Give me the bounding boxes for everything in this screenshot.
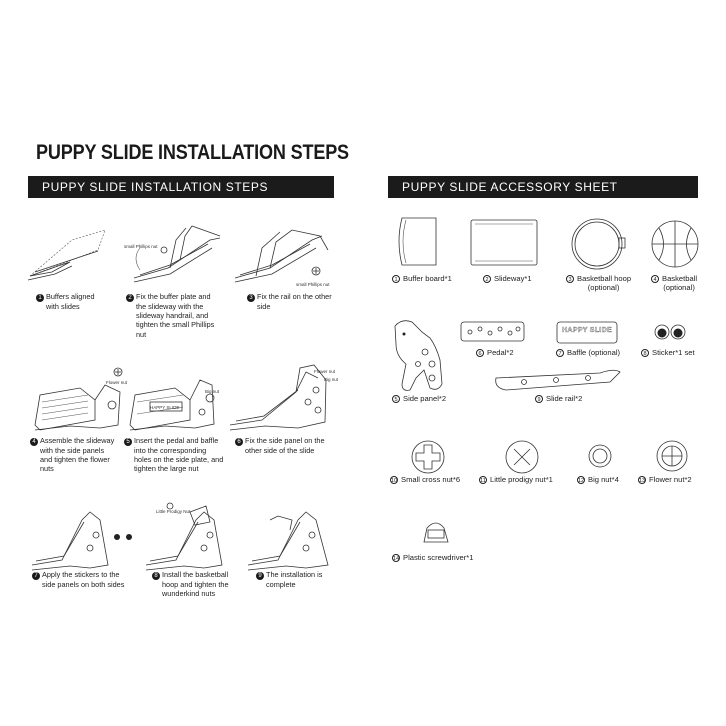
accessory-1-label xyxy=(392,274,452,283)
step-1-illustration xyxy=(28,230,105,280)
accessory-1-text: Buffer board*1 xyxy=(403,274,452,283)
small-phillips-nut-tag-2: small Phillips nut xyxy=(296,282,330,287)
sticker-illustration xyxy=(655,325,685,339)
accessory-14-text: Plastic screwdriver*1 xyxy=(403,553,474,562)
step-9-caption xyxy=(256,570,322,589)
step-5-caption xyxy=(124,436,223,474)
accessory-7-number: 7 xyxy=(556,349,564,357)
slide-rail-illustration xyxy=(496,370,620,390)
accessory-12-label xyxy=(577,475,619,484)
plastic-screwdriver-illustration xyxy=(424,523,448,542)
step-5-line-3: holes on the side plate, and xyxy=(134,455,224,465)
step-6-line-2: other side of the slide xyxy=(245,446,315,455)
step-5-number: 5 xyxy=(124,438,132,446)
accessory-4-label xyxy=(651,274,697,293)
step-5-baffle-text: HAPPY SLIDE xyxy=(150,405,180,410)
accessory-10-text: Small cross nut*6 xyxy=(401,475,461,484)
step-7-number: 7 xyxy=(32,572,40,580)
accessory-8-number: 8 xyxy=(641,349,649,357)
step-1-line-1: Buffers aligned xyxy=(46,292,95,301)
flower-nut-tag: Flower nut xyxy=(106,380,128,385)
step-2-line-2: the slideway with the xyxy=(136,302,204,311)
step-3-caption xyxy=(247,292,332,311)
step-5-line-4: tighten the large nut xyxy=(134,464,199,474)
step-3-number: 3 xyxy=(247,294,255,302)
step-2-line-5: nut xyxy=(136,329,147,339)
step-8-line-2: hoop and tighten the xyxy=(162,580,229,589)
step-2-line-1: Fix the buffer plate and xyxy=(136,292,211,301)
step-1-line-2: with slides xyxy=(46,302,80,311)
accessory-4-number: 4 xyxy=(651,275,659,283)
basketball-illustration xyxy=(652,221,698,267)
step-7-line-1: Apply the stickers to the xyxy=(42,570,120,579)
step-8-caption xyxy=(152,570,229,598)
page-title: PUPPY SLIDE INSTALLATION STEPS xyxy=(36,141,349,164)
accessory-1-number: 1 xyxy=(392,275,400,283)
accessory-3-text: Basketball hoop xyxy=(577,274,632,283)
accessory-4-sub: (optional) xyxy=(663,283,695,293)
flower-nut-tag-2: Flower nut xyxy=(314,369,336,374)
step-4-line-1: Assemble the slideway xyxy=(40,436,115,445)
big-nut-tag: Big nut xyxy=(205,389,220,394)
step-4-illustration xyxy=(35,368,122,430)
accessory-7-text: Baffle (optional) xyxy=(567,348,621,357)
step-8-number: 8 xyxy=(152,572,160,580)
accessory-4-text: Basketball xyxy=(662,274,698,283)
accessory-6-label xyxy=(476,348,514,357)
accessory-11-text: Little prodigy nut*1 xyxy=(490,475,553,484)
buffer-board-illustration xyxy=(399,218,436,265)
step-2-number: 2 xyxy=(126,294,134,302)
accessory-6-number: 6 xyxy=(476,349,484,357)
accessory-5-number: 5 xyxy=(392,395,400,403)
step-6-number: 6 xyxy=(235,438,243,446)
basketball-hoop-illustration xyxy=(572,219,625,269)
accessory-14-number: 14 xyxy=(393,556,400,562)
step-9-illustration xyxy=(248,512,328,570)
accessory-3-label xyxy=(566,274,631,293)
baffle-text: HAPPY SLIDE xyxy=(562,327,612,334)
accessory-2-label xyxy=(483,274,532,283)
accessory-13-label xyxy=(638,475,692,484)
step-2-illustration xyxy=(134,226,220,282)
step-1-caption xyxy=(36,292,95,311)
step-7-caption xyxy=(32,570,124,589)
step-4-number: 4 xyxy=(30,438,38,446)
step-4-caption xyxy=(30,436,114,474)
step-9-line-1: The installation is xyxy=(266,570,323,579)
accessory-6-text: Pedal*2 xyxy=(487,348,514,357)
step-4-line-3: and tighten the flower xyxy=(40,455,110,465)
accessory-14-label xyxy=(392,553,473,562)
step-9-line-2: complete xyxy=(266,580,296,589)
accessory-10-label xyxy=(390,475,460,484)
accessory-12-number: 12 xyxy=(578,478,585,484)
big-nut-illustration xyxy=(589,445,611,467)
step-2-line-4: tighten the small Phillips xyxy=(136,320,215,330)
slideway-illustration xyxy=(471,220,537,265)
accessory-13-number: 13 xyxy=(639,478,646,484)
accessory-8-text: Sticker*1 set xyxy=(652,348,695,357)
small-cross-nut-illustration xyxy=(412,441,444,473)
step-7-line-2: side panels on both sides xyxy=(42,580,125,589)
step-5-line-2: into the corresponding xyxy=(134,446,207,455)
little-prodigy-nut-tag: Little Prodigy Nut xyxy=(156,509,191,514)
accessory-2-number: 2 xyxy=(483,275,491,283)
accessory-12-text: Big nut*4 xyxy=(588,475,619,484)
big-nut-tag-2: Big nut xyxy=(324,377,339,382)
small-phillips-nut-tag: small Phillips nut xyxy=(124,244,158,249)
step-4-line-2: with the side panels xyxy=(40,446,105,455)
side-panel-illustration xyxy=(395,321,442,391)
accessory-2-text: Slideway*1 xyxy=(494,274,532,283)
step-6-line-1: Fix the side panel on the xyxy=(245,436,325,445)
step-9-number: 9 xyxy=(256,572,264,580)
accessory-13-text: Flower nut*2 xyxy=(649,475,692,484)
step-5-line-1: Insert the pedal and baffle xyxy=(134,436,219,445)
step-8-line-3: wunderkind nuts xyxy=(162,589,216,599)
accessory-11-label xyxy=(479,475,553,484)
accessory-9-label xyxy=(535,394,582,403)
step-1-number: 1 xyxy=(36,294,44,302)
accessory-5-text: Side panel*2 xyxy=(403,394,447,403)
step-2-caption xyxy=(126,292,214,339)
step-4-line-4: nuts xyxy=(40,464,54,474)
accessory-5-label xyxy=(392,394,446,403)
pedal-illustration xyxy=(461,322,524,341)
accessory-7-label xyxy=(556,348,620,357)
accessory-10-number: 10 xyxy=(391,478,398,484)
accessory-3-sub: (optional) xyxy=(587,283,620,293)
step-6-caption xyxy=(235,436,325,455)
accessory-3-number: 3 xyxy=(566,275,574,283)
step-8-line-1: Install the basketball xyxy=(162,570,229,579)
accessory-9-number: 9 xyxy=(535,395,543,403)
step-6-illustration xyxy=(230,365,326,430)
accessory-8-label xyxy=(641,348,695,357)
step-3-line-1: Fix the rail on the other xyxy=(257,292,332,301)
step-7-illustration xyxy=(32,512,132,570)
step-3-illustration xyxy=(235,230,328,282)
step-2-line-3: slideway handrail, and xyxy=(136,311,209,321)
step-3-line-2: side xyxy=(257,302,271,311)
little-prodigy-nut-illustration xyxy=(506,441,538,473)
flower-nut-illustration xyxy=(657,441,687,471)
accessory-sheet-heading: PUPPY SLIDE ACCESSORY SHEET xyxy=(388,176,698,198)
installation-steps-heading: PUPPY SLIDE INSTALLATION STEPS xyxy=(28,176,334,198)
accessory-11-number: 11 xyxy=(480,478,486,484)
accessory-9-text: Slide rail*2 xyxy=(546,394,583,403)
